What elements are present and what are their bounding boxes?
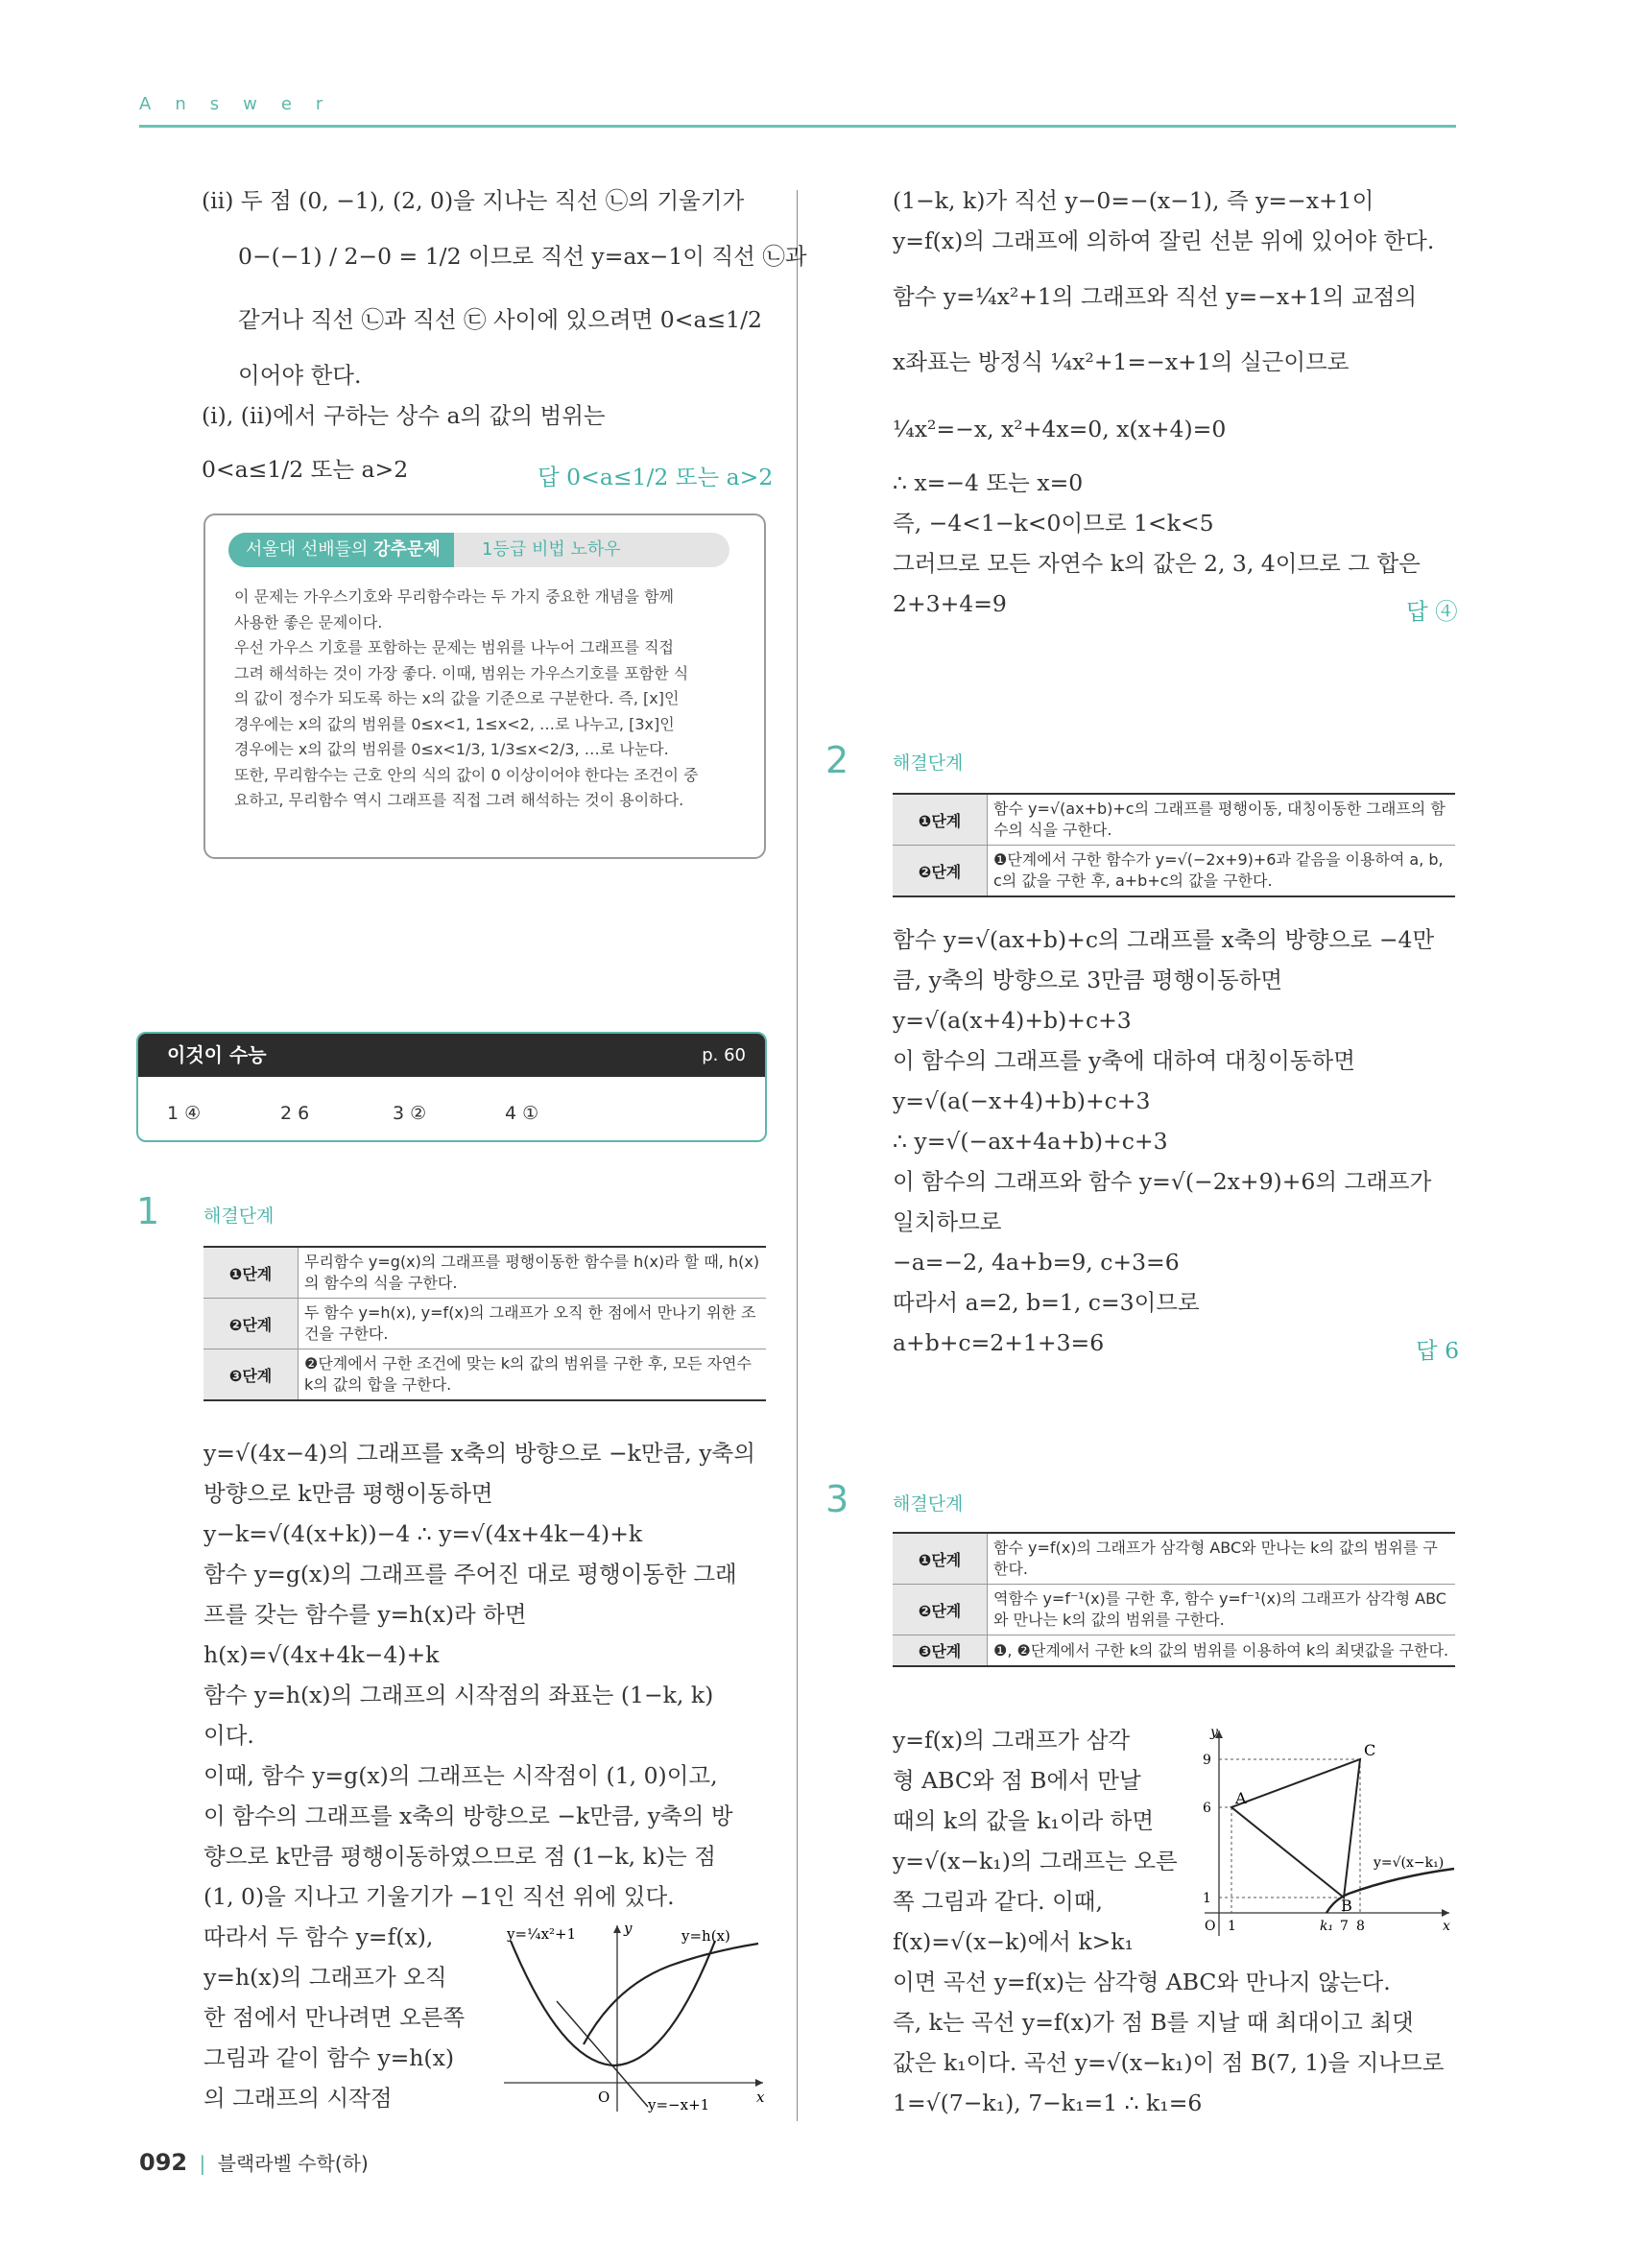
stage-row [203,1247,766,1299]
axis-label: y [624,1920,633,1937]
tip-subtitle: 1등급 비법 노하우 [482,539,621,560]
stage-tag: ❸단계 [893,1635,988,1667]
stage-desc: 두 함수 y=h(x), y=f(x)의 그래프가 오직 한 점에서 만나기 위한 조건을 구한다. [299,1299,767,1349]
stage-desc: 함수 y=f(x)의 그래프가 삼각형 ABC와 만나는 k의 값의 범위를 구한다. [993,1539,1438,1578]
text-line: h(x)=√(4x+4k−4)+k [203,1641,440,1668]
origin-label: O [1205,1919,1216,1934]
text-line: 따라서 a=2, b=1, c=3이므로 [893,1289,1200,1316]
problem-label: 해결단계 [203,1206,275,1227]
text-line: 이 함수의 그래프를 x축의 방향으로 −k만큼, y축의 방 [203,1802,733,1829]
text-line: 함수 y=h(x)의 그래프의 시작점의 좌표는 (1−k, k) [203,1682,714,1708]
stage-row [203,1349,766,1401]
tip-title-bold: 강추문제 [373,539,441,560]
footer-separator: | [199,2152,206,2175]
text-line: 즉, k는 곡선 y=f(x)가 점 B를 지날 때 최대이고 최댓 [893,2009,1414,2036]
text-line: 이 함수의 그래프를 y축에 대하여 대칭이동하면 [893,1047,1355,1074]
tip-body [234,585,743,814]
stage-desc: ❷단계에서 구한 조건에 맞는 k의 값의 범위를 구한 후, 모든 자연수 k의 값의 합을 구한다. [299,1349,767,1401]
text-line: (1, 0)을 지나고 기울기가 −1인 직선 위에 있다. [203,1883,675,1910]
text-line: 쪽 그림과 같다. 이때, [893,1888,1103,1915]
text-line: 방향으로 k만큼 평행이동하면 [203,1480,493,1507]
suneung-header [138,1034,765,1077]
stage-desc: 역함수 y=f⁻¹(x)를 구한 후, 함수 y=f⁻¹(x)의 그래프가 삼각형 ABC와 만나는 k의 값의 범위를 구한다. [988,1585,1456,1635]
stage-desc: ❶, ❷단계에서 구한 k의 값의 범위를 이용하여 k의 최댓값을 구한다. [988,1635,1456,1667]
p3-graph [1195,1723,1459,1944]
text-line: 큼, y축의 방향으로 3만큼 평행이동하면 [893,967,1283,993]
text-line: 1=√(7−k₁), 7−k₁=1 ∴ k₁=6 [893,2089,1203,2116]
text-line: 이면 곡선 y=f(x)는 삼각형 ABC와 만나지 않는다. [893,1969,1391,1995]
stage-tag: ❶단계 [893,1533,988,1585]
text-line: 이다. [203,1722,254,1749]
stage-row [893,1585,1455,1635]
text-line: x좌표는 방정식 ¼x²+1=−x+1의 실근이므로 [893,348,1350,375]
tip-line: 그려 해석하는 것이 가장 좋다. 이때, 범위는 가우스기호를 포함한 식 [234,663,689,682]
stage-tag: ❷단계 [893,1585,988,1635]
text-line: ∴ y=√(−ax+4a+b)+c+3 [893,1128,1168,1155]
p1-graph [499,1920,773,2116]
book-title: 블랙라벨 수학(하) [217,2152,369,2175]
stage-table [893,793,1455,897]
column-divider [797,190,798,2121]
problem-number: 1 [136,1190,160,1232]
text-line: ¼x²=−x, x²+4x=0, x(x+4)=0 [893,416,1227,442]
text-line: y=√(4x−4)의 그래프를 x축의 방향으로 −k만큼, y축의 [203,1440,755,1467]
header-rule [139,125,1456,128]
stage-row [203,1299,766,1349]
text-line: 향으로 k만큼 평행이동하였으므로 점 (1−k, k)는 점 [203,1843,716,1870]
text-line: a+b+c=2+1+3=6 [893,1329,1105,1356]
point-label: B [1341,1897,1352,1915]
text-line: y=√(a(−x+4)+b)+c+3 [893,1087,1151,1114]
curve-label: y=√(x−k₁) [1374,1855,1445,1871]
text-line: 한 점에서 만나려면 오른쪽 [203,2004,466,2031]
text-line: y=√(a(x+4)+b)+c+3 [893,1007,1132,1034]
problem-label: 해결단계 [893,1493,964,1515]
text-line: 2+3+4=9 [893,590,1007,617]
text-line: 값은 k₁이다. 곡선 y=√(x−k₁)이 점 B(7, 1)을 지나므로 [893,2049,1445,2076]
text-line: 0<a≤1/2 또는 a>2 [202,456,409,483]
stage-tag: ❸단계 [203,1349,299,1401]
tick-label: 9 [1203,1753,1211,1768]
suneung-box [136,1032,767,1142]
tip-line: 또한, 무리함수는 근호 안의 식의 값이 0 이상이어야 한다는 조건이 중 [234,765,699,784]
tick-label: 8 [1356,1919,1365,1934]
axis-label: y [1210,1725,1218,1740]
tip-title [228,533,454,567]
stage-tag: ❷단계 [203,1299,299,1349]
tick-label: 7 [1340,1919,1349,1934]
stage-desc: ❶단계에서 구한 함수가 y=√(−2x+9)+6과 같음을 이용하여 a, b, c의 값을 구한 후, a+b+c의 값을 구한다. [988,846,1456,897]
tick-label: 6 [1203,1801,1211,1816]
suneung-item: 2 6 [280,1103,310,1124]
tip-title-pre: 서울대 선배들의 [246,539,374,560]
stage-row [893,1533,1455,1585]
tick-label: 1 [1203,1891,1211,1906]
header-word: Answer [139,94,347,114]
suneung-item: 1 ④ [167,1103,202,1124]
problem-number: 2 [825,739,849,781]
text-line: y=f(x)의 그래프가 삼각 [893,1727,1131,1754]
text-line: 이어야 한다. [238,362,362,389]
stage-row [893,1635,1455,1667]
stage-desc: 무리함수 y=g(x)의 그래프를 평행이동한 함수를 h(x)라 할 때, h(x)의 함수의 식을 구한다. [304,1253,760,1292]
text-line: y=h(x)의 그래프가 오직 [203,1964,447,1991]
footer [139,2148,369,2176]
stage-tag: ❷단계 [893,846,988,897]
text-line: 그림과 같이 함수 y=h(x) [203,2044,455,2071]
text-line: (ⅱ) 두 점 (0, −1), (2, 0)을 지나는 직선 ㉡의 기울기가 [202,187,745,214]
text-line: 프를 갖는 함수를 y=h(x)라 하면 [203,1601,527,1628]
tip-line: 경우에는 x의 값의 범위를 0≤x<1, 1≤x<2, …로 나누고, [3x]인 [234,714,675,733]
text-line: 의 그래프의 시작점 [203,2085,393,2112]
stage-row [893,794,1455,846]
graph-label: y=−x+1 [648,2096,710,2113]
text-line: 함수 y=√(ax+b)+c의 그래프를 x축의 방향으로 −4만 [893,926,1435,953]
text-line: 같거나 직선 ㉡과 직선 ㉢ 사이에 있으려면 0<a≤1/2 [238,306,762,333]
suneung-item: 4 ① [505,1103,539,1124]
text-line: 때의 k의 값을 k₁이라 하면 [893,1807,1155,1834]
point-label: C [1364,1741,1376,1759]
stage-row [893,846,1455,897]
tick-label: 1 [1228,1919,1236,1934]
text-line: 함수 y=g(x)의 그래프를 주어진 대로 평행이동한 그래 [203,1561,737,1588]
text-line: 이 함수의 그래프와 함수 y=√(−2x+9)+6의 그래프가 [893,1168,1432,1195]
tip-tab [228,533,729,567]
stage-tag: ❶단계 [203,1247,299,1299]
text-line: y−k=√(4(x+k))−4 ∴ y=√(4x+4k−4)+k [203,1520,643,1547]
stage-desc: 함수 y=√(ax+b)+c의 그래프를 평행이동, 대칭이동한 그래프의 함수의 식을 구한다. [993,800,1446,839]
stage-table [203,1246,766,1401]
text-line: 함수 y=¼x²+1의 그래프와 직선 y=−x+1의 교점의 [893,283,1418,310]
stage-tag: ❶단계 [893,794,988,846]
text-line: −a=−2, 4a+b=9, c+3=6 [893,1249,1180,1276]
suneung-title: 이것이 수능 [167,1043,267,1066]
tip-line: 우선 가우스 기호를 포함하는 문제는 범위를 나누어 그래프를 직접 [234,638,675,657]
answer-label: 답 6 [1416,1337,1460,1364]
tip-line: 요하고, 무리함수 역시 그래프를 직접 그려 해석하는 것이 용이하다. [234,791,684,809]
text-line: 그러므로 모든 자연수 k의 값은 2, 3, 4이므로 그 합은 [893,550,1421,577]
stage-table [893,1532,1455,1667]
suneung-page: p. 60 [702,1045,746,1065]
text-line: 이때, 함수 y=g(x)의 그래프는 시작점이 (1, 0)이고, [203,1762,718,1789]
tip-line: 경우에는 x의 값의 범위를 0≤x<1/3, 1/3≤x<2/3, …로 나눈다. [234,740,669,758]
suneung-item: 3 ② [393,1103,427,1124]
text-line: 형 ABC와 점 B에서 만날 [893,1767,1141,1794]
tip-line: 사용한 좋은 문제이다. [234,612,383,632]
text-line: 따라서 두 함수 y=f(x), [203,1923,434,1950]
text-line: (1−k, k)가 직선 y−0=−(x−1), 즉 y=−x+1이 [893,187,1374,214]
tick-label: k₁ [1320,1919,1334,1934]
tip-line: 이 문제는 가우스기호와 무리함수라는 두 가지 중요한 개념을 함께 [234,587,675,606]
answer-label: 답 0<a≤1/2 또는 a>2 [538,464,774,490]
problem-number: 3 [825,1478,849,1520]
answer-label: 답 ④ [1406,598,1458,625]
text-line: (ⅰ), (ⅱ)에서 구하는 상수 a의 값의 범위는 [202,402,606,429]
origin-label: O [598,2089,610,2106]
tip-line: 의 값이 정수가 되도록 하는 x의 값을 기준으로 구분한다. 즉, [x]인 [234,689,680,707]
text-line: 즉, −4<1−k<0이므로 1<k<5 [893,510,1214,537]
axis-label: x [756,2089,765,2106]
tip-box [203,513,766,859]
text-line: f(x)=√(x−k)에서 k>k₁ [893,1928,1134,1955]
graph-label: y=¼x²+1 [507,1925,577,1943]
axis-label: x [1443,1919,1450,1934]
text-line: 0−(−1) / 2−0 = 1/2 이므로 직선 y=ax−1이 직선 ㉡과 [238,243,807,270]
problem-label: 해결단계 [893,752,964,774]
text-line: ∴ x=−4 또는 x=0 [893,469,1084,496]
graph-label: y=h(x) [681,1927,730,1945]
text-line: 일치하므로 [893,1208,1002,1235]
page-number: 092 [139,2149,188,2176]
text-line: y=√(x−k₁)의 그래프는 오른 [893,1848,1178,1874]
point-label: A [1235,1789,1247,1807]
text-line: y=f(x)의 그래프에 의하여 잘린 선분 위에 있어야 한다. [893,227,1435,254]
